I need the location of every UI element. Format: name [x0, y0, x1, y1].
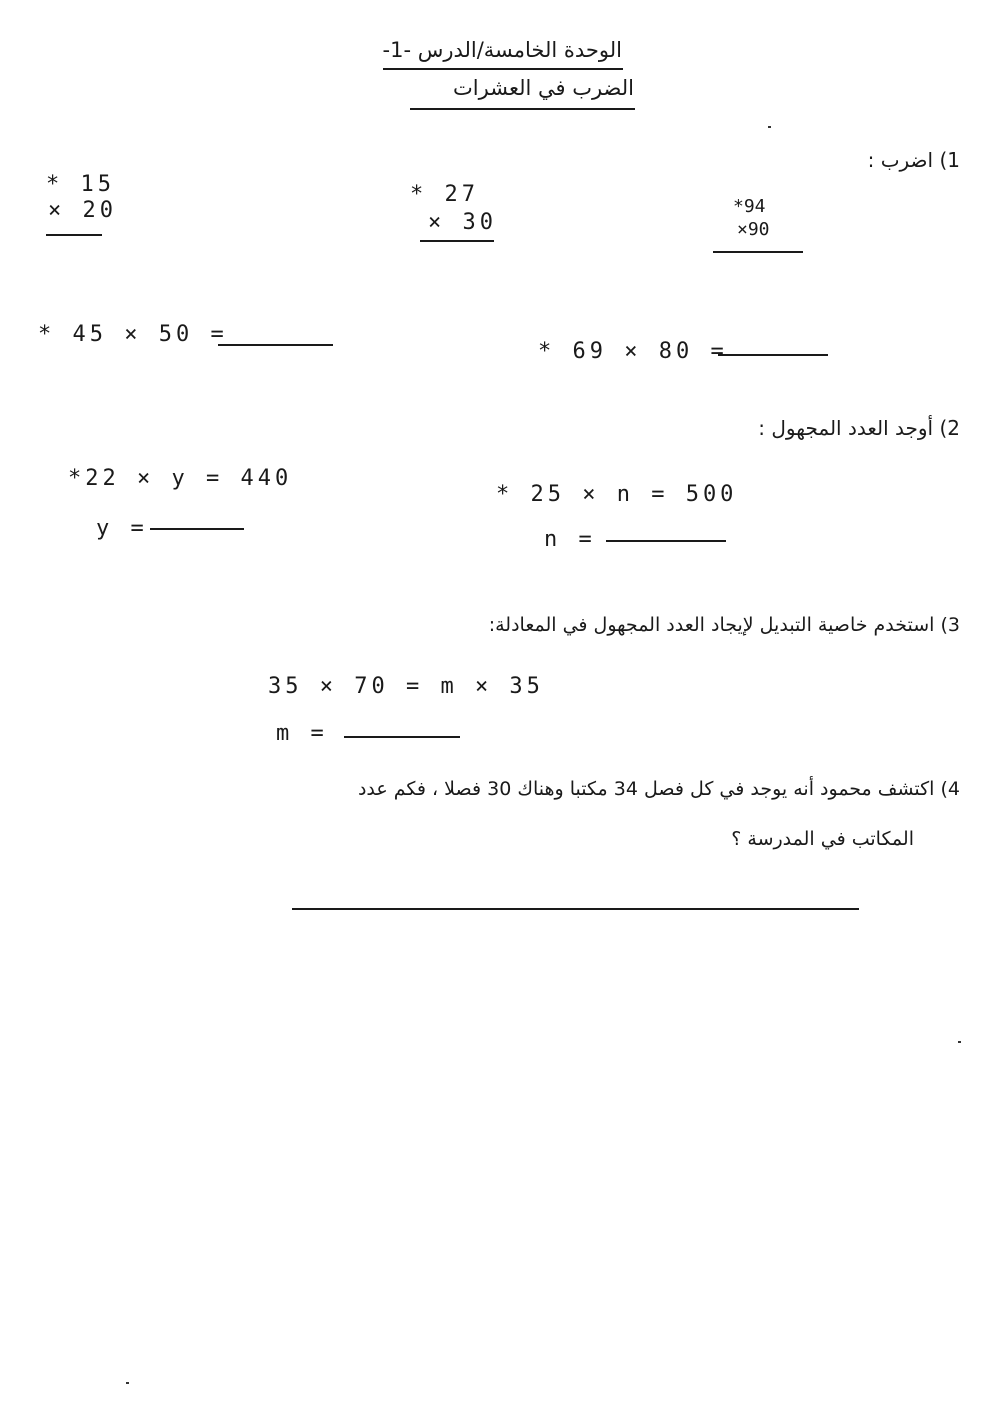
q2-right-variable: n =: [544, 527, 596, 552]
q2-right-equation: * 25 × n = 500: [496, 482, 738, 507]
q1-vertical-3-answer-line: [713, 251, 803, 253]
q4-line2: المكاتب في المدرسة ؟: [731, 828, 914, 850]
q1-vertical-1-answer-line: [46, 234, 102, 236]
q1-horizontal-1-answer-line: [218, 344, 333, 346]
q2-left-variable: y =: [96, 516, 148, 541]
q4-answer-line: [292, 908, 859, 910]
q1-vertical-2-bottom: × 30: [428, 210, 497, 235]
q1-horizontal-2-expr: * 69 × 80 =: [538, 339, 728, 364]
q3-equation: 35 × 70 = m × 35: [268, 674, 544, 699]
q1-vertical-2-answer-line: [420, 240, 494, 242]
q2-label: 2) أوجد العدد المجهول :: [758, 416, 960, 440]
q3-answer-line: [344, 736, 460, 738]
q3-variable: m =: [276, 721, 328, 746]
q1-vertical-3-bottom: ×90: [737, 219, 770, 240]
q1-label: 1) اضرب :: [867, 148, 960, 172]
q1-vertical-2-top: * 27: [410, 182, 479, 207]
q1-horizontal-2-answer-line: [718, 354, 828, 356]
scan-speck: [126, 1382, 129, 1384]
header-underline-1: [383, 68, 623, 70]
q2-left-answer-line: [150, 528, 244, 530]
header-underline-2: [410, 108, 635, 110]
q1-vertical-1-top: * 15: [46, 172, 115, 197]
q1-vertical-3-top: *94: [733, 196, 766, 217]
q1-horizontal-1-expr: * 45 × 50 =: [38, 322, 228, 347]
scan-speck: [768, 126, 771, 128]
scan-speck: [958, 1041, 961, 1043]
q2-left-equation: *22 × y = 440: [68, 466, 293, 491]
q4-line1: 4) اكتشف محمود أنه يوجد في كل فصل 34 مكتبا وهناك 30 فصلا ، فكم عدد: [357, 778, 960, 800]
q2-right-answer-line: [606, 540, 726, 542]
header-unit-lesson: الوحدة الخامسة/الدرس -1-: [382, 38, 622, 62]
q3-label: 3) استخدم خاصية التبديل لإيجاد العدد المجهول في المعادلة:: [488, 614, 960, 636]
q1-vertical-1-bottom: × 20: [48, 198, 117, 223]
header-topic: الضرب في العشرات: [453, 76, 634, 100]
